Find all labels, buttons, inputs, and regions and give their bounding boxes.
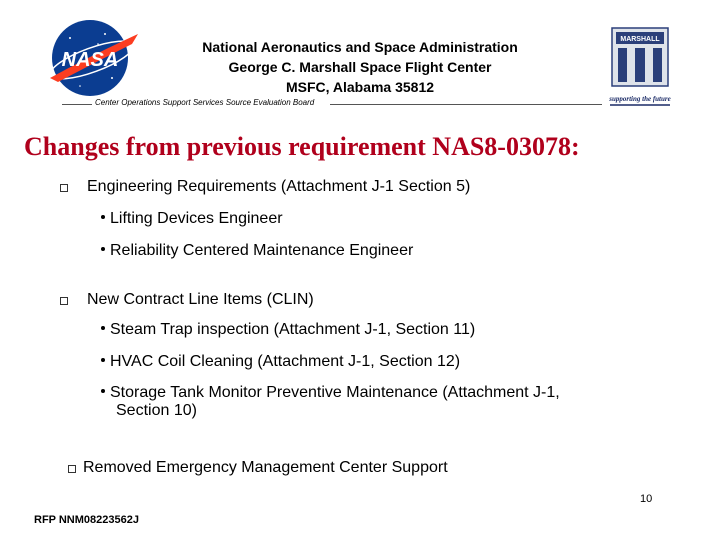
board-caption: Center Operations Support Services Source Evaluation Board xyxy=(95,98,315,107)
bullet-dot-icon xyxy=(101,247,105,251)
list-item: New Contract Line Items (CLIN) xyxy=(87,291,314,308)
bullet-dot-icon xyxy=(101,358,105,362)
list-item: Engineering Requirements (Attachment J-1 Section 5) xyxy=(87,178,471,195)
sub-list-item-continuation: Section 10) xyxy=(116,402,197,419)
slide-title: Changes from previous requirement NAS8-03078: xyxy=(24,132,580,161)
msfc-logo xyxy=(608,26,672,110)
sub-list-item: HVAC Coil Cleaning (Attachment J-1, Section 12) xyxy=(101,353,460,371)
header-rule-right xyxy=(330,104,602,105)
rfp-number: RFP NNM08223562J xyxy=(34,514,139,526)
nasa-logo-text: NASA xyxy=(61,49,119,71)
checkbox-bullet-icon xyxy=(60,297,68,305)
header-line-3: MSFC, Alabama 35812 xyxy=(285,79,435,95)
header-line-1: National Aeronautics and Space Administration xyxy=(202,39,518,55)
header-line-2: George C. Marshall Space Flight Center xyxy=(228,59,492,75)
header-rule-left xyxy=(62,104,92,105)
msfc-tagline: supporting the future xyxy=(609,95,671,103)
msfc-logo-text: MARSHALL xyxy=(620,36,660,43)
checkbox-bullet-icon xyxy=(68,465,76,473)
bullet-dot-icon xyxy=(101,326,105,330)
page-number: 10 xyxy=(640,493,653,505)
sub-list-item: Steam Trap inspection (Attachment J-1, Section 11) xyxy=(101,321,475,339)
sub-list-item: Reliability Centered Maintenance Engineer xyxy=(101,242,413,260)
bullet-dot-icon xyxy=(101,215,105,219)
bullet-dot-icon xyxy=(101,389,105,393)
sub-list-item: Storage Tank Monitor Preventive Maintenance (Attachment J-1, xyxy=(101,384,560,402)
sub-list-item: Lifting Devices Engineer xyxy=(101,210,283,228)
list-item: Removed Emergency Management Center Support xyxy=(83,459,448,476)
checkbox-bullet-icon xyxy=(60,184,68,192)
